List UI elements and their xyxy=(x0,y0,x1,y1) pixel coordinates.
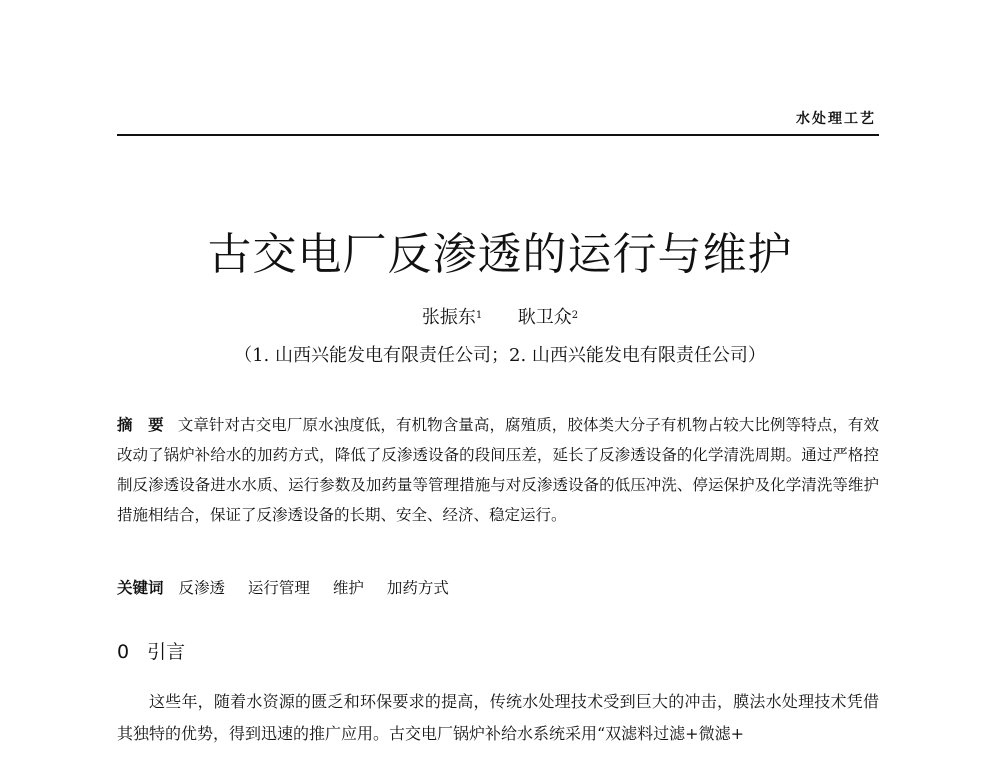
section-heading xyxy=(117,638,185,666)
section-title: 引言 xyxy=(147,641,186,663)
header-rule xyxy=(117,134,879,136)
paper-title: 古交电厂反渗透的运行与维护 xyxy=(207,229,793,280)
abstract-text: 文章针对古交电厂原水浊度低，有机物含量高，腐殖质，胶体类大分子有机物占较大比例等特点，有效改动了锅炉补给水的加药方式，降低了反渗透设备的段间压差，延长了反渗透设备的化学清洗周期。通过严格控制反渗透设备进水水质、运行参数及加药量等管理措施与对反渗透设备的低压冲洗、停运保护及化学清洗等维护措施相结合，保证了反渗透设备的长期、安全、经济、稳定运行。 xyxy=(117,416,879,524)
keyword: 运行管理 xyxy=(247,579,310,597)
author-name: 张振东 xyxy=(421,307,476,328)
keyword: 维护 xyxy=(332,579,364,597)
author-affiliation-mark: 2 xyxy=(571,310,579,321)
keyword: 加药方式 xyxy=(386,579,449,597)
author-line xyxy=(0,305,1000,331)
abstract-label: 摘 要 xyxy=(117,416,164,434)
keyword: 反渗透 xyxy=(178,579,225,597)
keywords-label: 关键词 xyxy=(117,579,164,597)
body-paragraph: 这些年，随着水资源的匮乏和环保要求的提高，传统水处理技术受到巨大的冲击，膜法水处理技术凭借其独特的优势，得到迅速的推广应用。古交电厂锅炉补给水系统采用“双滤料过滤+微滤+ xyxy=(117,692,879,743)
affiliations: （1. 山西兴能发电有限责任公司；2. 山西兴能发电有限责任公司） xyxy=(234,345,766,366)
author-affiliation-mark: 1 xyxy=(475,310,483,321)
running-head: 水处理工艺 xyxy=(796,111,876,127)
abstract xyxy=(117,410,879,530)
section-number: 0 xyxy=(117,641,130,663)
author-name: 耿卫众 xyxy=(517,307,572,328)
keywords xyxy=(117,573,879,603)
